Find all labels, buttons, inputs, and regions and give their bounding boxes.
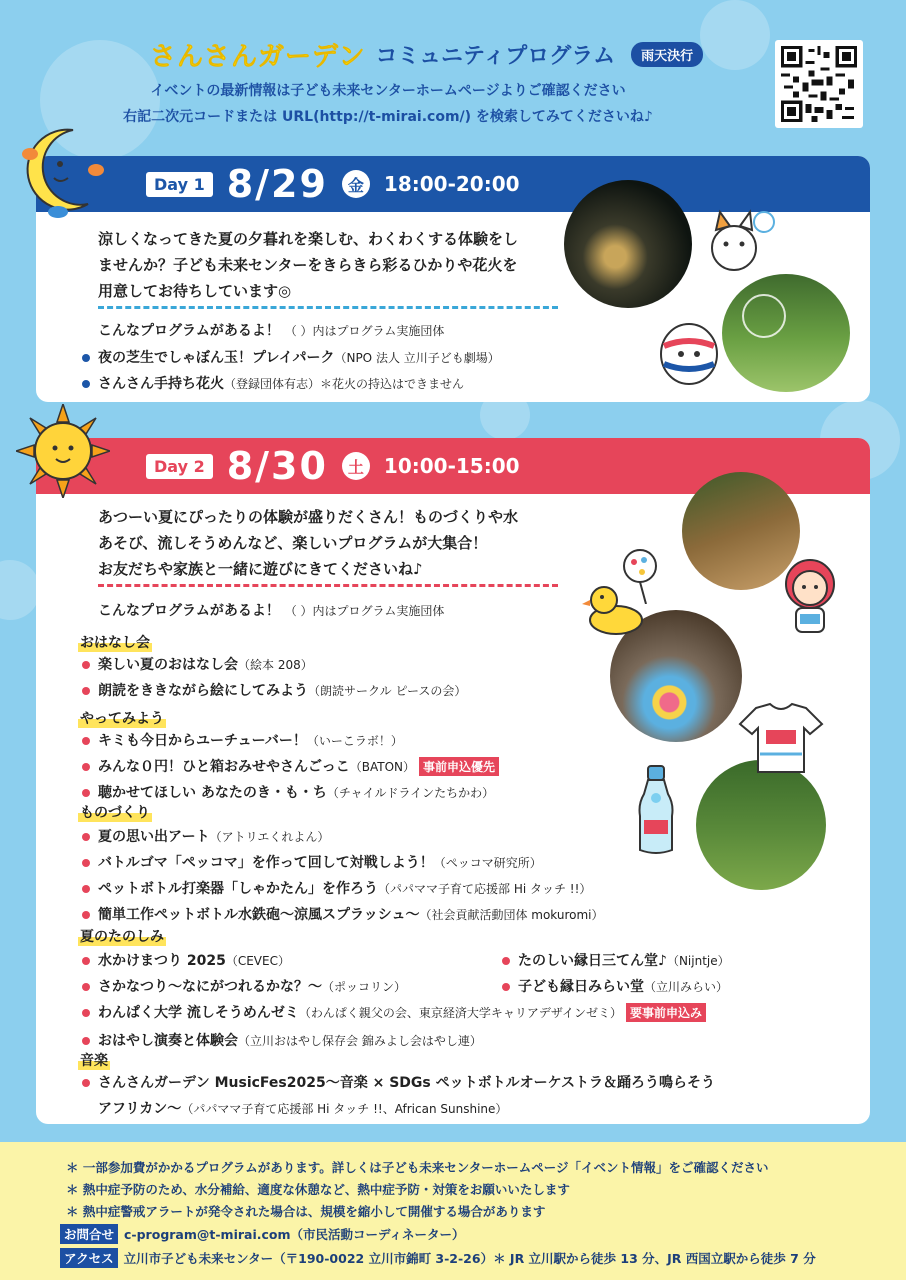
- title-sub: コミュニティプログラム: [375, 44, 616, 69]
- bullet: [82, 859, 90, 867]
- bullet: [82, 1037, 90, 1045]
- footer-note: ＊ 一部参加費がかかるプログラムがあります。詳しくは子ども未来センターホームページ「イベント情報」をご確認ください: [66, 1160, 769, 1175]
- category-monodukuri: ものづくり: [78, 802, 152, 822]
- category-yattemiyou: やってみよう: [78, 708, 166, 728]
- program-org: （Nijntje）: [666, 954, 730, 968]
- day2-intro: [98, 504, 558, 582]
- day2-program-item: [502, 976, 728, 996]
- day2-dow: 土: [342, 452, 370, 480]
- day2-program-item: [82, 1030, 482, 1050]
- day2-program-item: [82, 878, 591, 898]
- program-title: 夏の思い出アート: [98, 829, 210, 845]
- program-title: アフリカン～: [98, 1101, 182, 1117]
- program-org: （登録団体有志）＊花火の持込はできません: [224, 377, 465, 391]
- program-org: （アトリエくれよん）: [209, 830, 330, 844]
- title-row: [150, 36, 703, 73]
- day2-program-item: [82, 680, 466, 700]
- water-play-photo: [696, 760, 826, 890]
- day1-program-title: こんなプログラムがあるよ！: [98, 323, 280, 339]
- day2-program-item: [82, 756, 499, 776]
- program-title: さんさんガーデン MusicFes2025～音楽 × SDGs ペットボトルオーケストラ＆踊ろう鳴らそう: [98, 1075, 716, 1091]
- program-title: 夜の芝生でしゃぼん玉！プレイパーク: [98, 350, 335, 366]
- bullet: [82, 687, 90, 695]
- program-title: おはやし演奏と体験会: [98, 1033, 238, 1049]
- day1-intro-line: 涼しくなってきた夏の夕暮れを楽しむ、わくわくする体験をし: [98, 230, 519, 248]
- day2-program-item: [82, 852, 542, 872]
- day2-intro-line: あそび、流しそうめんなど、楽しいプログラムが大集合！: [98, 534, 488, 552]
- program-title: さかなつり～なにがつれるかな？～: [98, 979, 322, 995]
- day1-date: 8/29: [226, 162, 328, 206]
- header-url-line: 右記二次元コードまたは URL(http://t-mirai.com/) を検索してみてくださいね♪: [123, 109, 653, 125]
- program-org: （CEVEC）: [225, 954, 290, 968]
- bullet: [82, 661, 90, 669]
- category-music: 音楽: [78, 1050, 110, 1070]
- bullet: [82, 737, 90, 745]
- day2-divider: [98, 584, 558, 587]
- bullet: [82, 763, 90, 771]
- day2-program-item: [82, 1072, 715, 1092]
- background-bubble: [0, 560, 40, 620]
- program-title: キミも今日からユーチューバー！: [98, 733, 307, 749]
- day2-program-item: [82, 730, 403, 750]
- program-org: （絵本 208）: [238, 658, 313, 672]
- program-title: 簡単工作ペットボトル水鉄砲～涼風スプラッシュ～: [98, 907, 420, 923]
- day2-program-item: [502, 950, 730, 970]
- program-org: （BATON）: [349, 760, 415, 774]
- day2-date: 8/30: [226, 444, 328, 488]
- day1-divider: [98, 306, 558, 309]
- category-natsu-no-tanoshimi: 夏のたのしみ: [78, 926, 166, 946]
- day1-tag: Day 1: [146, 172, 213, 197]
- title-main: さんさんガーデン: [150, 42, 366, 72]
- program-org: （立川みらい）: [644, 980, 729, 994]
- access-address: 立川市子ども未来センター（〒190-0022 立川市錦町 3-2-26）＊ JR 立川駅から徒歩 13 分、JR 西国立駅から徒歩 7 分: [123, 1251, 816, 1266]
- program-org: （社会貢献活動団体 mokuromi）: [419, 908, 604, 922]
- program-org: （いーこラボ！）: [306, 734, 403, 748]
- girl-icon: [772, 554, 848, 640]
- program-title: 楽しい夏のおはなし会: [98, 657, 238, 673]
- program-org: （立川おはやし保存会 錦みよし会はやし連）: [238, 1034, 482, 1048]
- rain-badge: 雨天決行: [631, 42, 703, 67]
- bullet: [82, 380, 90, 388]
- program-title: 聴かせてほしい あなたのき・も・ち: [98, 785, 327, 801]
- ramune-bottle-icon: [630, 764, 682, 856]
- contact-label: お問合せ: [60, 1224, 118, 1244]
- day1-intro: [98, 226, 558, 304]
- program-org: （パパママ子育て応援部 Hi タッチ !!）: [378, 882, 592, 896]
- day1-time: 18:00-20:00: [383, 172, 520, 196]
- program-title: 子ども縁日みらい堂: [518, 979, 644, 995]
- bullet: [82, 789, 90, 797]
- yoyo-balloon-icon: [620, 548, 660, 604]
- day2-time: 10:00-15:00: [383, 454, 520, 478]
- day2-program-item: [82, 654, 313, 674]
- day2-program-item: [82, 1002, 706, 1022]
- day1-dow: 金: [342, 170, 370, 198]
- program-org: （朗読サークル ピースの会）: [308, 684, 467, 698]
- bullet: [82, 885, 90, 893]
- moon-mascot-icon: [18, 124, 108, 220]
- sun-mascot-icon: [16, 404, 110, 498]
- access-label: アクセス: [60, 1248, 118, 1268]
- program-org: （チャイルドラインたちかわ）: [326, 786, 495, 800]
- contact-line: [60, 1224, 465, 1244]
- bubble-play-photo: [722, 274, 850, 392]
- program-title: ペットボトル打楽器「しゃかたん」を作ろう: [98, 881, 378, 897]
- bullet: [82, 833, 90, 841]
- program-title: さんさん手持ち花火: [98, 376, 224, 392]
- category-ohanashi: おはなし会: [78, 632, 152, 652]
- day2-card: [36, 438, 870, 1124]
- day1-program-item: [82, 347, 500, 367]
- lantern-mascot-icon: [656, 316, 722, 388]
- program-org: （パパママ子育て応援部 Hi タッチ !!、African Sunshine）: [181, 1102, 508, 1116]
- program-title: わんぱく大学 流しそうめんゼミ: [98, 1005, 299, 1021]
- tshirt-icon: [736, 702, 826, 776]
- program-title: バトルゴマ「ペッコマ」を作って回して対戦しよう！: [98, 855, 434, 871]
- day2-program-item: [82, 950, 290, 970]
- bullet: [82, 911, 90, 919]
- day1-intro-line: ませんか？子ども未来センターをきらきら彩るひかりや花火を: [98, 256, 518, 274]
- day2-intro-line: あつーい夏にぴったりの体験が盛りだくさん！ものづくりや水: [98, 508, 519, 526]
- day2-program-note: （ ）内はプログラム実施団体: [284, 604, 445, 618]
- footer: [0, 1142, 906, 1280]
- program-org: （NPO 法人 立川子ども劇場）: [334, 351, 500, 365]
- access-line: [60, 1248, 816, 1268]
- bullet: [82, 1079, 90, 1087]
- bullet: [82, 957, 90, 965]
- pre-registration-required-badge: 要事前申込み: [626, 1003, 706, 1022]
- day2-tag: Day 2: [146, 454, 213, 479]
- day1-program-item: [82, 373, 464, 393]
- pre-registration-badge: 事前申込優先: [419, 757, 499, 776]
- day2-program-item-continued: [98, 1098, 507, 1118]
- day2-program-item: [82, 976, 406, 996]
- contact-email[interactable]: c-program@t-mirai.com（市民活動コーディネーター）: [124, 1227, 465, 1242]
- day2-program-title: こんなプログラムがあるよ！: [98, 603, 280, 619]
- bullet: [82, 1009, 90, 1017]
- bullet: [82, 354, 90, 362]
- bullet: [502, 983, 510, 991]
- day1-program-heading: [98, 320, 444, 340]
- night-building-photo: [564, 180, 692, 308]
- day2-intro-line: お友だちや家族と一緒に遊びにきてくださいね♪: [98, 560, 423, 578]
- day2-program-heading: [98, 600, 444, 620]
- header-info-line: イベントの最新情報は子ども未来センターホームページよりご確認ください: [150, 83, 626, 99]
- cat-bubble-icon: [696, 196, 776, 276]
- day1-intro-line: 用意してお待ちしています◎: [98, 282, 292, 300]
- program-org: （ペッコマ研究所）: [433, 856, 542, 870]
- day2-program-item: [82, 826, 329, 846]
- footer-note: ＊ 熱中症予防のため、水分補給、適度な休憩など、熱中症予防・対策をお願いいたします: [66, 1182, 570, 1197]
- day1-card: [36, 156, 870, 402]
- program-org: （ポッコリン）: [322, 980, 407, 994]
- qr-code-icon[interactable]: [775, 40, 863, 128]
- footer-note: ＊ 熱中症警戒アラートが発令された場合は、規模を縮小して開催する場合があります: [66, 1204, 546, 1219]
- header: [0, 30, 906, 140]
- day2-program-item: [82, 782, 494, 802]
- program-title: みんな０円！ひと箱おみせやさんごっこ: [98, 759, 350, 775]
- day1-program-note: （ ）内はプログラム実施団体: [284, 324, 445, 338]
- program-org: （わんぱく親父の会、東京経済大学キャリアデザインゼミ）: [298, 1006, 623, 1020]
- day2-program-item: [82, 904, 604, 924]
- bullet: [82, 983, 90, 991]
- program-title: たのしい縁日三てん堂♪: [518, 953, 667, 969]
- bullet: [502, 957, 510, 965]
- program-title: 水かけまつり 2025: [98, 953, 226, 969]
- program-title: 朗読をききながら絵にしてみよう: [98, 683, 308, 699]
